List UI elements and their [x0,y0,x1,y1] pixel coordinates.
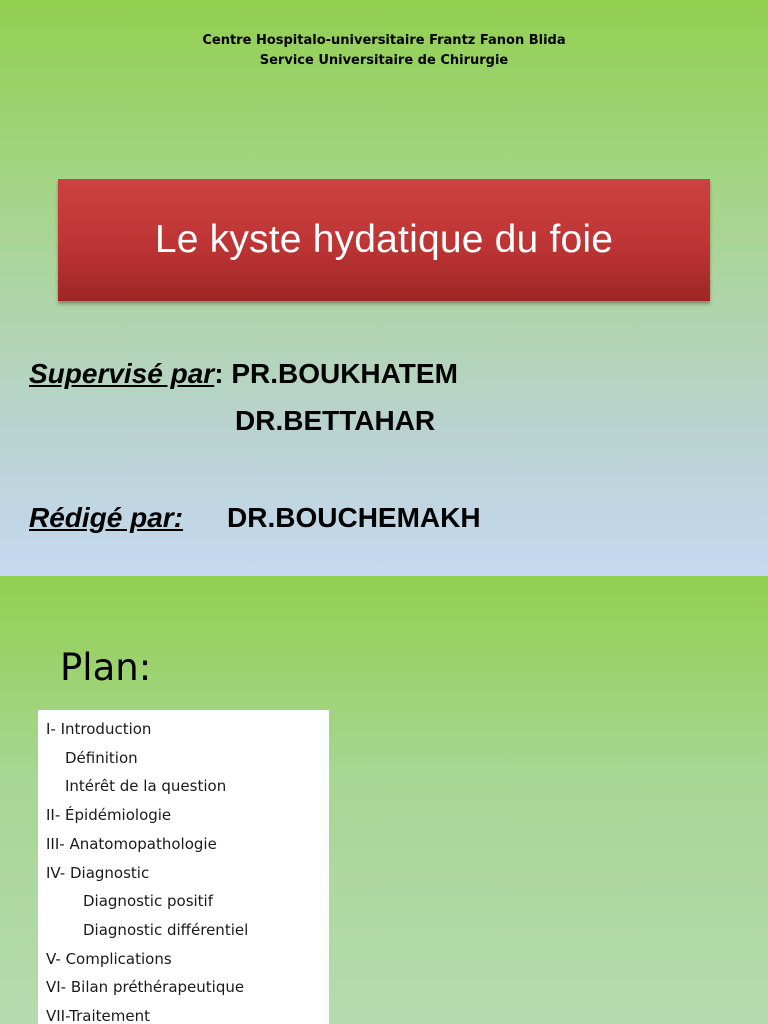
plan-outline-box [38,710,329,1024]
plan-item: V- Complications [46,949,172,968]
plan-item: II- Épidémiologie [46,806,172,825]
plan-item: VI- Bilan préthérapeutique [46,978,245,997]
supervised-by-label: Supervisé par [29,358,215,389]
supervisor-name: DR.BETTAHAR [235,405,436,436]
plan-item: IV- Diagnostic [46,863,150,882]
supervised-by-line [29,358,458,390]
plan-heading: Plan: [60,646,152,689]
plan-item: Définition [65,748,138,767]
supervised-by-separator: : [214,358,224,389]
plan-item: I- Introduction [46,720,152,738]
plan-slide [0,576,768,1024]
written-by-line [29,502,481,534]
title-banner [58,179,710,301]
plan-item: VII-Traitement [46,1007,150,1024]
department-name: Service Universitaire de Chirurgie [259,53,509,68]
written-by-label: Rédigé par: [29,502,184,533]
supervised-by-second-line [235,405,435,437]
plan-item: Diagnostic positif [83,892,214,911]
supervisor-name: PR.BOUKHATEM [231,358,458,389]
slide-title: Le kyste hydatique du foie [154,218,614,261]
plan-item: Intérêt de la question [65,777,227,796]
plan-item: III- Anatomopathologie [46,834,217,853]
author-name: DR.BOUCHEMAKH [227,502,481,533]
institution-header [0,31,768,71]
plan-item: Diagnostic différentiel [83,920,249,939]
plan-outline-list [38,710,329,1024]
institution-name: Centre Hospitalo-universitaire Frantz Fanon Blida [202,33,566,48]
